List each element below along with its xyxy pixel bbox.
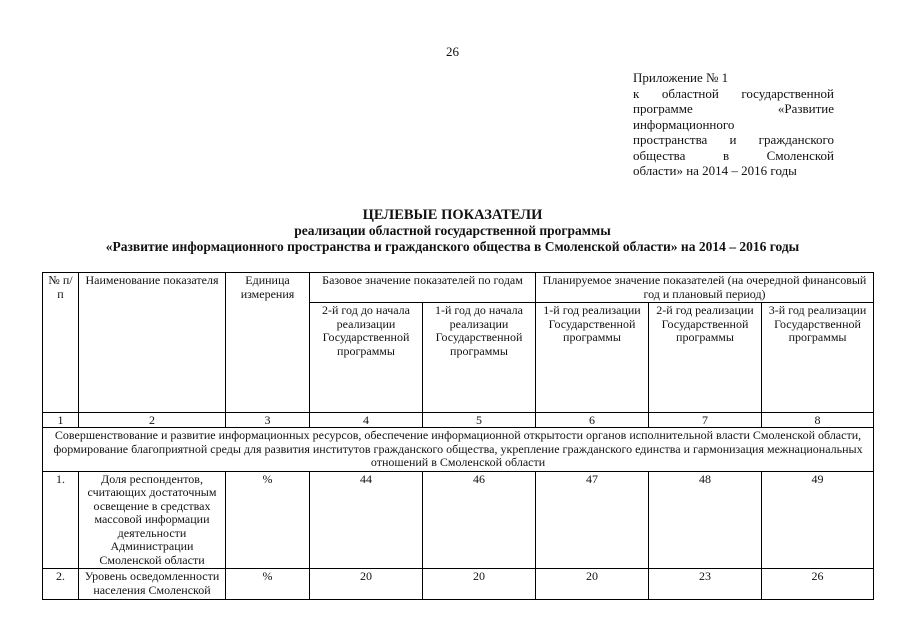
indicator-name: Доля респондентов, считающих достаточным освещение в средствах массовой информации деятельности Администрации Смоленской области	[79, 471, 226, 569]
row-number: 2.	[43, 569, 79, 600]
document-title	[0, 207, 905, 255]
value-plan-y3: 49	[762, 471, 874, 569]
column-number: 3	[226, 413, 310, 428]
page-number: 26	[446, 44, 459, 59]
column-number: 8	[762, 413, 874, 428]
appendix-line-4: информационного	[633, 116, 735, 132]
appendix-line-5: пространства и гражданского	[633, 132, 834, 147]
indicator-unit: %	[226, 569, 310, 600]
appendix-line-3: программе «Развитие	[633, 101, 834, 116]
value-base-y2: 44	[310, 471, 423, 569]
header-base-y2: 2-й год до начала реализации Государственной программы	[310, 303, 423, 413]
column-number: 7	[649, 413, 762, 428]
section-title: Совершенствование и развитие информационных ресурсов, обеспечение информационной открытости органов исполнительной власти Смоленской области, формирование благоприятной среды для развития институтов гражданского общества, укрепление гражданского единства и гармонизация межнациональных отношений в Смоленской области	[43, 428, 874, 472]
header-plan-group: Планируемое значение показателей (на очередной финансовый год и плановый период)	[536, 273, 874, 303]
table-row	[43, 471, 874, 569]
header-plan-y3: 3-й год реализации Государственной программы	[762, 303, 874, 413]
appendix-line-2: к областной государственной	[633, 85, 834, 101]
indicators-table	[42, 272, 874, 600]
value-plan-y1: 20	[536, 569, 649, 600]
column-number: 6	[536, 413, 649, 428]
header-plan-y1: 1-й год реализации Государственной программы	[536, 303, 649, 413]
title-line-2: реализации областной государственной программы	[294, 223, 611, 238]
column-number: 5	[423, 413, 536, 428]
column-number: 4	[310, 413, 423, 428]
column-number: 2	[79, 413, 226, 428]
header-plan-y2: 2-й год реализации Государственной программы	[649, 303, 762, 413]
appendix-line-1: Приложение № 1	[633, 70, 729, 85]
column-number: 1	[43, 413, 79, 428]
indicator-unit: %	[226, 471, 310, 569]
appendix-line-6: общества в Смоленской	[633, 147, 834, 163]
value-plan-y3: 26	[762, 569, 874, 600]
title-main: ЦЕЛЕВЫЕ ПОКАЗАТЕЛИ	[362, 207, 543, 223]
section-row	[43, 428, 874, 472]
table-row	[43, 569, 874, 600]
appendix-line-7: области» на 2014 – 2016 годы	[633, 163, 797, 178]
value-plan-y1: 47	[536, 471, 649, 569]
appendix-note	[633, 70, 834, 179]
header-row-1	[43, 273, 874, 303]
title-line-3: «Развитие информационного пространства и гражданского общества в Смоленской области» на 2014 – 2016 годы	[105, 239, 800, 254]
header-unit: Единица измерения	[226, 273, 310, 413]
indicator-name: Уровень осведомленности населения Смоленской	[79, 569, 226, 600]
header-base-group: Базовое значение показателей по годам	[310, 273, 536, 303]
header-base-y1: 1-й год до начала реализации Государственной программы	[423, 303, 536, 413]
value-base-y1: 46	[423, 471, 536, 569]
header-name: Наименование показателя	[79, 273, 226, 413]
value-base-y1: 20	[423, 569, 536, 600]
column-number-row	[43, 413, 874, 428]
value-plan-y2: 48	[649, 471, 762, 569]
row-number: 1.	[43, 471, 79, 569]
header-num: № п/п	[43, 273, 79, 413]
value-plan-y2: 23	[649, 569, 762, 600]
value-base-y2: 20	[310, 569, 423, 600]
